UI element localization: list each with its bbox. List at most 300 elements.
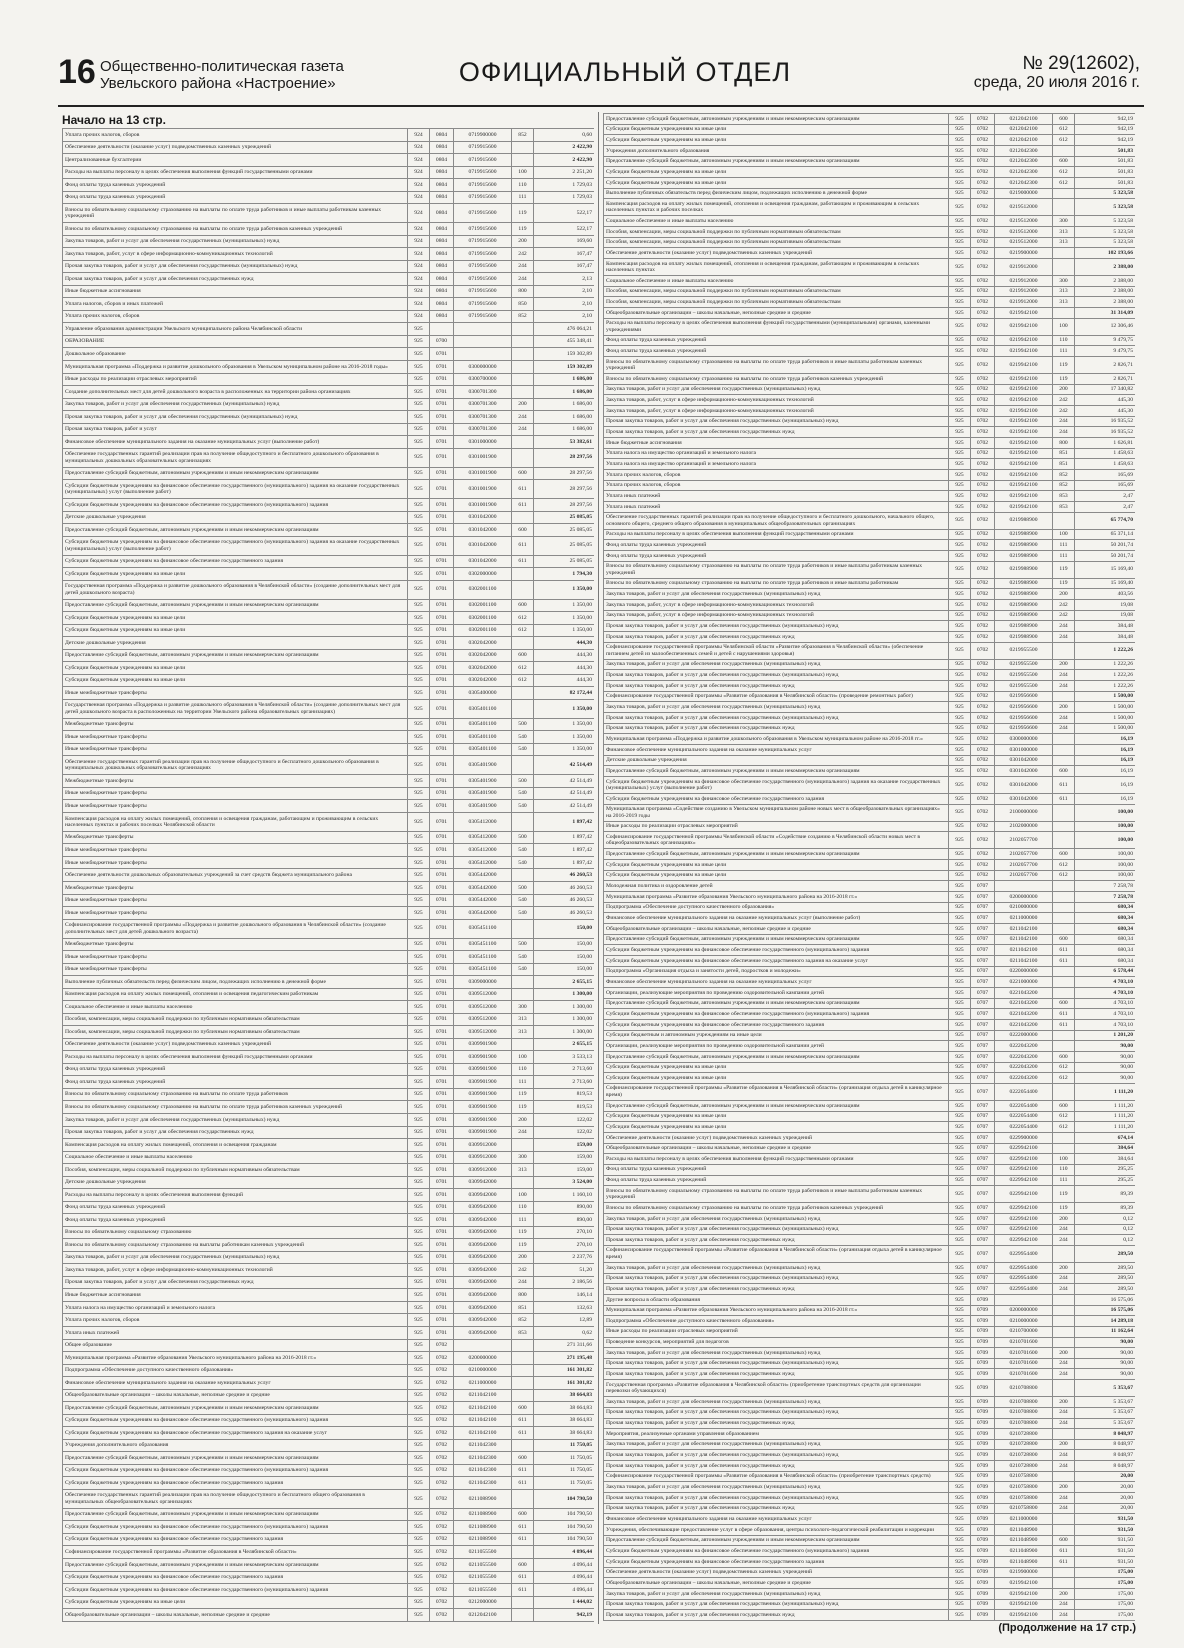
row-code: 925 bbox=[949, 1083, 971, 1100]
table-row bbox=[604, 832, 1136, 849]
row-code bbox=[1053, 1245, 1075, 1262]
table-row bbox=[63, 756, 595, 775]
row-code: 0702 bbox=[971, 870, 995, 881]
row-sum: 271 311,66 bbox=[534, 1339, 595, 1352]
row-description: Прочая закупка товаров, работ и услуг для обеспечения государственных (муниципальных) нужд bbox=[604, 1493, 949, 1504]
row-description: Социальное обеспечение и иные выплаты населению bbox=[604, 216, 949, 227]
row-sum: 16,19 bbox=[1075, 793, 1136, 804]
row-code: 244 bbox=[1053, 723, 1075, 734]
row-code: 925 bbox=[949, 1450, 971, 1461]
row-description: Закупка товаров, работ, услуг в сфере информационно-коммуникационных технологий bbox=[604, 406, 949, 417]
row-code: 0707 bbox=[971, 1132, 995, 1143]
row-description: Прочая закупка товаров, работ и услуг для обеспечения государственных нужд bbox=[604, 1235, 949, 1246]
table-row bbox=[604, 1273, 1136, 1284]
row-sum: 90,00 bbox=[1075, 1369, 1136, 1380]
row-code: 600 bbox=[1053, 114, 1075, 125]
row-code bbox=[512, 976, 534, 989]
table-row bbox=[63, 1489, 595, 1508]
table-row bbox=[63, 1414, 595, 1427]
row-code: 0719915600 bbox=[454, 191, 512, 204]
row-code: 0707 bbox=[971, 1100, 995, 1111]
row-code: 0702 bbox=[430, 1546, 454, 1559]
row-code: 925 bbox=[949, 1224, 971, 1235]
row-code: 0309942000 bbox=[454, 1264, 512, 1277]
row-code bbox=[1053, 1380, 1075, 1397]
row-description: Прочая закупка товаров, работ и услуг для обеспечения государственных (муниципальных) нужд bbox=[604, 1358, 949, 1369]
row-code: 0210728800 bbox=[995, 1461, 1053, 1472]
row-code: 0707 bbox=[971, 1051, 995, 1062]
row-description: Социальное обеспечение и иные выплаты населению bbox=[63, 1151, 408, 1164]
table-row bbox=[63, 1176, 595, 1189]
row-sum: 3 533,13 bbox=[534, 1051, 595, 1064]
table-row bbox=[604, 793, 1136, 804]
row-sum: 15 169,40 bbox=[1075, 561, 1136, 578]
row-code: 110 bbox=[1053, 335, 1075, 346]
row-code bbox=[512, 1339, 534, 1352]
row-code: 0709 bbox=[971, 1418, 995, 1429]
table-row bbox=[604, 945, 1136, 956]
row-code: 0701 bbox=[430, 1088, 454, 1101]
row-code: 925 bbox=[408, 1076, 430, 1089]
table-row bbox=[604, 216, 1136, 227]
row-code: 0300701300 bbox=[454, 398, 512, 411]
row-code: 0219942100 bbox=[995, 1578, 1053, 1589]
row-code: 119 bbox=[1053, 578, 1075, 589]
table-row bbox=[604, 258, 1136, 275]
row-code: 925 bbox=[408, 536, 430, 555]
table-row bbox=[604, 934, 1136, 945]
table-row bbox=[604, 1262, 1136, 1273]
row-code: 925 bbox=[408, 436, 430, 449]
row-code: 0701 bbox=[430, 775, 454, 788]
row-code bbox=[1053, 977, 1075, 988]
row-code: 0707 bbox=[971, 934, 995, 945]
row-code: 500 bbox=[512, 882, 534, 895]
row-description: Иные расходы по реализации отраслевых мероприятий bbox=[604, 821, 949, 832]
row-code bbox=[1053, 1337, 1075, 1348]
row-code: 0701 bbox=[430, 423, 454, 436]
row-code: 925 bbox=[408, 756, 430, 775]
row-description: Финансовое обеспечение муниципального задания на оказание муниципальных услуг bbox=[63, 1377, 408, 1390]
row-sum: 501,83 bbox=[1075, 145, 1136, 156]
row-code: 0701 bbox=[430, 743, 454, 756]
row-code: 119 bbox=[512, 204, 534, 223]
row-code: 0719900000 bbox=[454, 129, 512, 142]
row-sum: 1 500,00 bbox=[1075, 691, 1136, 702]
row-description: Софинансирование государственной программы Челябинской области «Развитие образования в Челябинской области» (обеспечение питанием детей из малообеспеченных семей и детей с нарушениями здоровья) bbox=[604, 642, 949, 659]
row-description: Прочая закупка товаров, работ и услуг для обеспечения государственных (муниципальных) нужд bbox=[604, 1599, 949, 1610]
row-code: 0702 bbox=[971, 744, 995, 755]
row-code: 0309942000 bbox=[454, 1301, 512, 1314]
table-row bbox=[604, 1557, 1136, 1568]
row-code: 0300701300 bbox=[454, 423, 512, 436]
row-code: 0211042100 bbox=[995, 934, 1053, 945]
row-code: 0305442000 bbox=[454, 894, 512, 907]
row-description: Обеспечение государственных гарантий реализации прав на получение общедоступного и бесплатного общего образования в муниципальных общеобразовательных организациях bbox=[63, 1489, 408, 1508]
row-description: Субсидии бюджетным учреждениям на иные цели bbox=[604, 1111, 949, 1122]
row-code: 925 bbox=[949, 1525, 971, 1536]
row-description: Общеобразовательные организации – школы начальные, неполные средние и средние bbox=[604, 1578, 949, 1589]
row-sum: 90,00 bbox=[1075, 1358, 1136, 1369]
row-code: 0702 bbox=[971, 821, 995, 832]
row-description: Общее образование bbox=[63, 1339, 408, 1352]
row-code: 0702 bbox=[971, 501, 995, 512]
row-code: 0707 bbox=[971, 1030, 995, 1041]
row-description: Компенсация расходов на оплату жилых помещений, отопления и освещения гражданам, работающим и проживающим в сельских населенных пунктах и рабочих поселках bbox=[604, 199, 949, 216]
row-code: 925 bbox=[949, 1245, 971, 1262]
row-description: Субсидии бюджетным учреждениям на иные цели bbox=[63, 612, 408, 625]
row-code bbox=[512, 699, 534, 718]
row-code: 0804 bbox=[430, 223, 454, 236]
table-row bbox=[63, 1189, 595, 1202]
row-code: 0301042000 bbox=[454, 536, 512, 555]
row-sum: 104 790,50 bbox=[534, 1489, 595, 1508]
row-description: Подпрограмма «Организация отдыха и занятости детей, подростков и молодежи» bbox=[604, 966, 949, 977]
table-row bbox=[604, 1294, 1136, 1305]
row-description: Взносы по обязательному социальному страхованию на выплаты по оплате труда работников казенных учреждений bbox=[63, 223, 408, 236]
row-description: Государственная программа «Поддержка и развитие дошкольного образования в Челябинской области» (создание дополнительных мест для детей дошкольного возраста) bbox=[63, 580, 408, 599]
row-code: 0210708800 bbox=[995, 1407, 1053, 1418]
row-code: 110 bbox=[512, 1063, 534, 1076]
row-code: 0709 bbox=[971, 1589, 995, 1600]
table-row bbox=[604, 1051, 1136, 1062]
row-code: 925 bbox=[408, 963, 430, 976]
row-code: 0702 bbox=[971, 286, 995, 297]
table-row bbox=[63, 1251, 595, 1264]
row-code: 925 bbox=[408, 1352, 430, 1365]
row-description: Предоставление субсидий бюджетным, автономным учреждениям и иным некоммерческим организациям bbox=[604, 1535, 949, 1546]
row-code: 0301042000 bbox=[995, 766, 1053, 777]
row-sum: 9 479,75 bbox=[1075, 346, 1136, 357]
row-sum: 104 790,50 bbox=[534, 1508, 595, 1521]
row-description: Межбюджетные трансферты bbox=[63, 938, 408, 951]
table-row bbox=[604, 691, 1136, 702]
table-row bbox=[63, 1452, 595, 1465]
row-description: Субсидии бюджетным учреждениям на иные цели bbox=[604, 1062, 949, 1073]
row-code: 925 bbox=[949, 135, 971, 146]
row-sum: 1 350,00 bbox=[534, 580, 595, 599]
row-code: 0302001100 bbox=[454, 580, 512, 599]
table-row bbox=[63, 637, 595, 650]
row-code bbox=[1053, 1471, 1075, 1482]
row-code: 925 bbox=[949, 1429, 971, 1440]
row-description: Софинансирование государственной программы «Развитие образования в Челябинской области» (организация отдыха детей в каникулярное время) bbox=[604, 1245, 949, 1262]
table-row bbox=[63, 1226, 595, 1239]
row-code: 0211055500 bbox=[454, 1571, 512, 1584]
row-code bbox=[1053, 642, 1075, 659]
table-row bbox=[604, 1164, 1136, 1175]
row-sum: 161 301,82 bbox=[534, 1377, 595, 1390]
row-code: 0210701600 bbox=[995, 1358, 1053, 1369]
row-description: Субсидии бюджетным учреждениям на финансовое обеспечение государственного (муниципального) задания bbox=[604, 1546, 949, 1557]
table-row bbox=[604, 1429, 1136, 1440]
row-code: 0219988900 bbox=[995, 540, 1053, 551]
row-sum: 1 686,00 bbox=[534, 373, 595, 386]
table-row bbox=[604, 1439, 1136, 1450]
row-code: 925 bbox=[949, 892, 971, 903]
row-sum: 2 422,90 bbox=[534, 154, 595, 167]
row-code: 0719915600 bbox=[454, 298, 512, 311]
row-code: 244 bbox=[512, 423, 534, 436]
row-code: 925 bbox=[949, 512, 971, 529]
table-row bbox=[604, 1567, 1136, 1578]
row-code: 0210728800 bbox=[995, 1429, 1053, 1440]
table-row bbox=[604, 610, 1136, 621]
row-code: 0702 bbox=[971, 395, 995, 406]
row-description: ОБРАЗОВАНИЕ bbox=[63, 335, 408, 348]
table-row bbox=[63, 423, 595, 436]
row-code: 925 bbox=[949, 427, 971, 438]
table-row bbox=[63, 179, 595, 192]
row-description: Управление образования администрации Увельского муниципального района Челябинской области bbox=[63, 323, 408, 336]
row-code: 242 bbox=[512, 1264, 534, 1277]
table-row bbox=[63, 1139, 595, 1152]
row-code: 600 bbox=[512, 1558, 534, 1571]
table-row bbox=[63, 1477, 595, 1490]
row-code: 100 bbox=[512, 166, 534, 179]
row-code bbox=[1053, 145, 1075, 156]
row-sum: 11 750,05 bbox=[534, 1452, 595, 1465]
row-code: 0309512000 bbox=[454, 1001, 512, 1014]
row-code: 924 bbox=[408, 166, 430, 179]
row-sum: 931,50 bbox=[1075, 1535, 1136, 1546]
row-code: 0305401900 bbox=[454, 787, 512, 800]
row-code: 924 bbox=[408, 179, 430, 192]
row-code: 0309942000 bbox=[454, 1327, 512, 1340]
table-row bbox=[604, 1316, 1136, 1327]
row-sum: 11 750,05 bbox=[534, 1439, 595, 1452]
column-divider bbox=[598, 112, 599, 1624]
row-code: 0702 bbox=[971, 600, 995, 611]
row-code: 111 bbox=[512, 1076, 534, 1089]
row-code: 611 bbox=[512, 499, 534, 512]
row-code: 0229942100 bbox=[995, 1164, 1053, 1175]
row-code: 0309512000 bbox=[454, 1026, 512, 1039]
row-sum: 100,00 bbox=[1075, 870, 1136, 881]
row-sum: 159,00 bbox=[534, 1151, 595, 1164]
table-row bbox=[604, 670, 1136, 681]
row-code: 244 bbox=[1053, 1599, 1075, 1610]
row-code: 244 bbox=[512, 260, 534, 273]
table-row bbox=[63, 743, 595, 756]
row-code: 925 bbox=[408, 360, 430, 373]
row-sum: 2 713,60 bbox=[534, 1076, 595, 1089]
table-row bbox=[604, 384, 1136, 395]
row-code: 925 bbox=[408, 612, 430, 625]
row-code: 0707 bbox=[971, 1009, 995, 1020]
row-code: 611 bbox=[1053, 955, 1075, 966]
table-row bbox=[63, 348, 595, 361]
row-code: 0701 bbox=[430, 882, 454, 895]
row-description: Создание дополнительных мест для детей дошкольного возраста в расположенных на территории района организациях bbox=[63, 386, 408, 399]
row-code: 244 bbox=[512, 411, 534, 424]
row-code: 244 bbox=[512, 273, 534, 286]
row-description: Государственная программа «Развитие образования в Челябинской области» (приобретение транспортных средств для организации перевозки обучающихся) bbox=[604, 1380, 949, 1397]
row-sum: 1 111,20 bbox=[1075, 1083, 1136, 1100]
row-code: 100 bbox=[1053, 1154, 1075, 1165]
row-description: Уплата налога на имущество организаций и земельного налога bbox=[604, 459, 949, 470]
row-sum: 444,30 bbox=[534, 637, 595, 650]
row-description: Общеобразовательные организации – школы начальные, неполные средние и средние bbox=[604, 1143, 949, 1154]
row-code: 925 bbox=[408, 323, 430, 336]
row-code: 2102057700 bbox=[995, 870, 1053, 881]
row-description: Субсидии бюджетным учреждениям на финансовое обеспечение государственного задания на оказание услуг bbox=[604, 955, 949, 966]
row-code: 925 bbox=[949, 723, 971, 734]
row-sum: 146,14 bbox=[534, 1289, 595, 1302]
row-code: 0305412000 bbox=[454, 812, 512, 831]
row-description: Пособия, компенсации, меры социальной поддержки по публичным нормативным обязательствам bbox=[604, 226, 949, 237]
table-row bbox=[604, 540, 1136, 551]
row-description: Уплата налога на имущество организаций и земельного налога bbox=[604, 448, 949, 459]
row-sum: 11 750,05 bbox=[534, 1477, 595, 1490]
table-row bbox=[604, 966, 1136, 977]
row-description: Фонд оплаты труда казенных учреждений bbox=[63, 1201, 408, 1214]
right-column bbox=[603, 113, 1135, 1623]
table-row bbox=[604, 849, 1136, 860]
row-code: 0701 bbox=[430, 1063, 454, 1076]
row-code: 0707 bbox=[971, 1083, 995, 1100]
row-code: 925 bbox=[949, 924, 971, 935]
row-code: 925 bbox=[949, 793, 971, 804]
row-description: Субсидии бюджетным учреждениям на финансовое обеспечение государственного задания bbox=[63, 1477, 408, 1490]
row-sum: 1 201,20 bbox=[1075, 1030, 1136, 1041]
row-code: 0211042100 bbox=[995, 945, 1053, 956]
row-code: 925 bbox=[408, 1038, 430, 1051]
row-code: 924 bbox=[408, 235, 430, 248]
row-code: 0211088900 bbox=[454, 1508, 512, 1521]
row-code: 0211042100 bbox=[454, 1414, 512, 1427]
row-code: 0701 bbox=[430, 637, 454, 650]
row-description: Предоставление субсидий бюджетным, автономным учреждениям и иным некоммерческим организациям bbox=[63, 524, 408, 537]
row-sum: 2 655,15 bbox=[534, 1038, 595, 1051]
row-code: 0305451100 bbox=[454, 938, 512, 951]
table-row bbox=[63, 1389, 595, 1402]
row-code bbox=[454, 1339, 512, 1352]
row-code: 925 bbox=[408, 1289, 430, 1302]
row-code: 925 bbox=[408, 1226, 430, 1239]
row-code: 0707 bbox=[971, 902, 995, 913]
row-description: Пособия, компенсации, меры социальной поддержки по публичным нормативным обязательствам bbox=[63, 1013, 408, 1026]
row-code: 925 bbox=[949, 902, 971, 913]
row-code: 0709 bbox=[971, 1369, 995, 1380]
row-description: Субсидии бюджетным учреждениям на финансовое обеспечение государственного (муниципального) задания bbox=[63, 1414, 408, 1427]
row-code: 925 bbox=[949, 501, 971, 512]
row-code: 0709 bbox=[971, 1429, 995, 1440]
row-description: Иные межбюджетные трансферты bbox=[63, 731, 408, 744]
table-row bbox=[604, 681, 1136, 692]
row-description: Расходы на выплаты персоналу в целях обеспечения выполнения функций государственными органами bbox=[604, 529, 949, 540]
row-sum: 1 686,00 bbox=[534, 423, 595, 436]
row-sum: 2,10 bbox=[534, 298, 595, 311]
table-row bbox=[63, 1546, 595, 1559]
row-code bbox=[512, 812, 534, 831]
row-code: 925 bbox=[949, 1418, 971, 1429]
row-description: Муниципальная программа «Развитие образования Увельского муниципального района на 2016-2018 гг.» bbox=[604, 1305, 949, 1316]
row-sum: 890,00 bbox=[534, 1214, 595, 1227]
row-code: 611 bbox=[512, 480, 534, 499]
row-code bbox=[1053, 881, 1075, 892]
row-code bbox=[512, 141, 534, 154]
row-description: Муниципальная программа «Поддержка и развитие дошкольного образования в Увельском муниципальном районе на 2016-2018 гг.» bbox=[604, 734, 949, 745]
row-code: 925 bbox=[949, 199, 971, 216]
row-code: 0219942100 bbox=[995, 395, 1053, 406]
row-code: 0701 bbox=[430, 756, 454, 775]
table-row bbox=[63, 775, 595, 788]
table-row bbox=[63, 1239, 595, 1252]
table-row bbox=[63, 335, 595, 348]
row-code: 0219955500 bbox=[995, 681, 1053, 692]
row-code: 0707 bbox=[971, 1245, 995, 1262]
row-code: 0701 bbox=[430, 436, 454, 449]
row-code: 924 bbox=[408, 129, 430, 142]
row-code: 0219956600 bbox=[995, 723, 1053, 734]
row-code: 0701 bbox=[430, 580, 454, 599]
row-code: 612 bbox=[1053, 135, 1075, 146]
table-row bbox=[604, 589, 1136, 600]
row-code: 0219000000 bbox=[995, 188, 1053, 199]
row-code: 0702 bbox=[971, 135, 995, 146]
row-code: 0305401100 bbox=[454, 731, 512, 744]
row-code: 612 bbox=[1053, 1122, 1075, 1133]
row-code: 0200000000 bbox=[995, 892, 1053, 903]
table-row bbox=[63, 448, 595, 467]
row-code bbox=[512, 511, 534, 524]
row-sum: 4 096,44 bbox=[534, 1584, 595, 1597]
row-code: 800 bbox=[512, 285, 534, 298]
table-row bbox=[63, 951, 595, 964]
row-code: 925 bbox=[408, 1377, 430, 1390]
row-sum: 50 201,74 bbox=[1075, 550, 1136, 561]
row-code bbox=[1053, 1132, 1075, 1143]
row-sum: 159 302,89 bbox=[534, 348, 595, 361]
row-code bbox=[1053, 512, 1075, 529]
row-description: Иные бюджетные ассигнования bbox=[63, 1289, 408, 1302]
row-code: 925 bbox=[949, 1143, 971, 1154]
row-description: Закупка товаров, работ и услуг для обеспечения государственных (муниципальных) нужд bbox=[604, 702, 949, 713]
row-code: 0212042100 bbox=[995, 124, 1053, 135]
row-description: Софинансирование государственной программы «Развитие образования в Челябинской области» (приобретение транспортных средств) bbox=[604, 1471, 949, 1482]
table-row bbox=[604, 297, 1136, 308]
row-code: 300 bbox=[1053, 216, 1075, 227]
row-code: 925 bbox=[408, 1214, 430, 1227]
row-code: 611 bbox=[512, 536, 534, 555]
row-code bbox=[512, 1176, 534, 1189]
row-code: 611 bbox=[512, 1521, 534, 1534]
row-code: 611 bbox=[512, 1477, 534, 1490]
row-sum: 384,48 bbox=[1075, 621, 1136, 632]
row-sum: 42 514,49 bbox=[534, 787, 595, 800]
table-row bbox=[604, 913, 1136, 924]
row-code: 242 bbox=[1053, 600, 1075, 611]
row-description: Прочая закупка товаров, работ и услуг для обеспечения государственных нужд bbox=[604, 1503, 949, 1514]
row-code bbox=[1053, 258, 1075, 275]
table-row bbox=[63, 524, 595, 537]
table-row bbox=[604, 902, 1136, 913]
row-description: Межбюджетные трансферты bbox=[63, 831, 408, 844]
table-row bbox=[604, 237, 1136, 248]
row-sum: 25 085,05 bbox=[534, 524, 595, 537]
row-code: 925 bbox=[408, 988, 430, 1001]
row-description: Субсидии бюджетным учреждениям на иные цели bbox=[604, 1122, 949, 1133]
row-code: 0701 bbox=[430, 411, 454, 424]
row-code: 925 bbox=[949, 1019, 971, 1030]
row-description: Закупка товаров, работ и услуг для обеспечения государственных (муниципальных) нужд bbox=[604, 589, 949, 600]
row-code: 924 bbox=[408, 285, 430, 298]
row-code: 0211048900 bbox=[995, 1535, 1053, 1546]
row-description: Прочая закупка товаров, работ и услуг для обеспечения государственных нужд bbox=[604, 681, 949, 692]
row-code: 0212042100 bbox=[454, 1609, 512, 1622]
row-sum: 289,50 bbox=[1075, 1262, 1136, 1273]
